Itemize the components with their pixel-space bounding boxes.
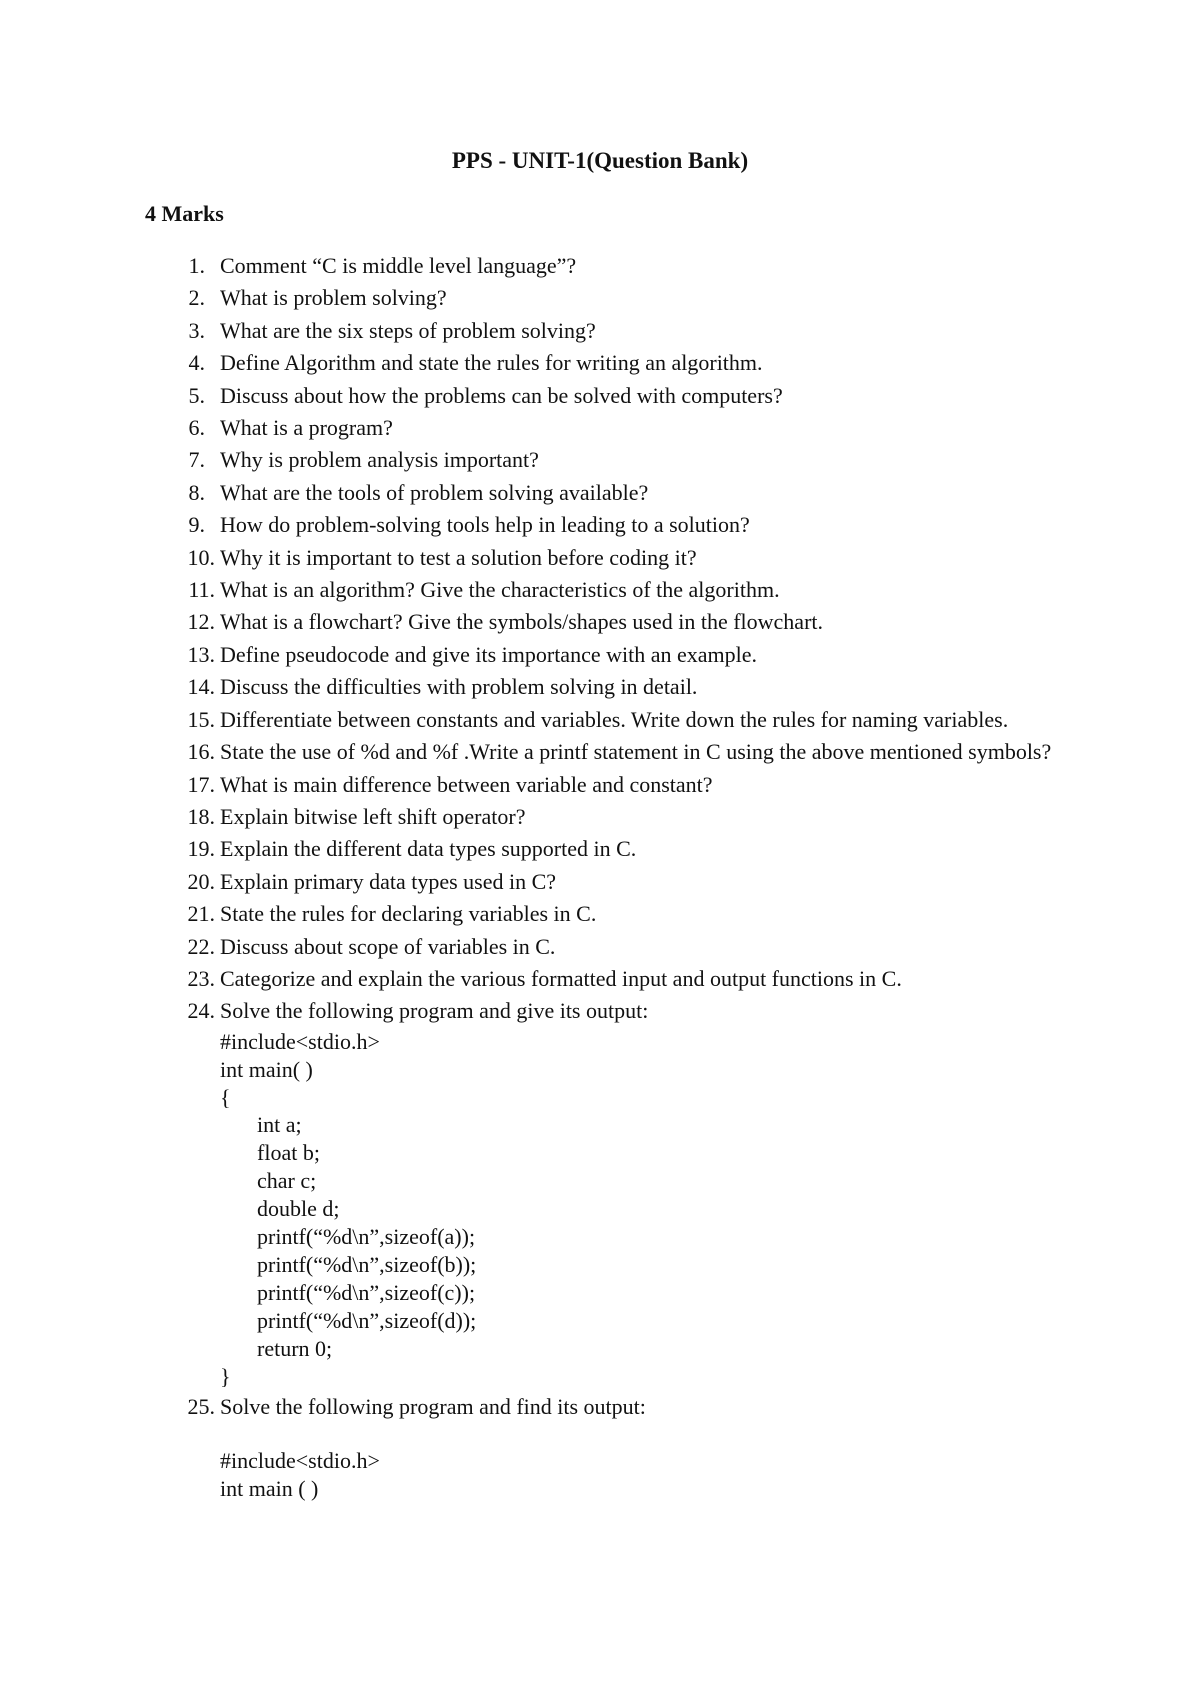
question-item — [0, 606, 1200, 638]
question-item — [0, 412, 1200, 444]
question-item — [0, 704, 1200, 736]
question-text: Explain bitwise left shift operator? — [220, 803, 526, 829]
code-line: int main ( ) — [220, 1475, 319, 1501]
question-item — [0, 671, 1200, 703]
question-number: 20. — [187, 868, 215, 894]
question-24-text: Solve the following program and give its output: — [220, 998, 649, 1024]
question-item — [0, 769, 1200, 801]
question-item — [0, 477, 1200, 509]
question-text: What are the tools of problem solving available? — [220, 479, 649, 505]
question-number: 17. — [187, 771, 215, 797]
question-number: 15. — [187, 706, 215, 732]
question-number: 12. — [187, 609, 215, 635]
code-line: float b; — [257, 1140, 320, 1166]
question-item — [0, 380, 1200, 412]
question-number: 4. — [188, 350, 205, 376]
question-number: 19. — [187, 836, 215, 862]
question-number: 6. — [188, 415, 205, 441]
question-text: Categorize and explain the various formatted input and output functions in C. — [220, 965, 902, 991]
question-text: What are the six steps of problem solving? — [220, 317, 596, 343]
question-item — [0, 444, 1200, 476]
question-text: Discuss about scope of variables in C. — [220, 933, 556, 959]
code-line: return 0; — [257, 1335, 333, 1361]
question-item — [0, 315, 1200, 347]
code-line: int main( ) — [220, 1056, 313, 1082]
question-number: 3. — [188, 317, 205, 343]
question-item — [0, 801, 1200, 833]
question-text: Define pseudocode and give its importance with an example. — [220, 641, 757, 667]
question-number: 8. — [188, 479, 205, 505]
question-item — [0, 639, 1200, 671]
question-text: State the rules for declaring variables in C. — [220, 901, 597, 927]
question-item — [0, 509, 1200, 541]
question-number: 1. — [188, 253, 205, 278]
question-number: 23. — [187, 965, 215, 991]
question-number: 18. — [187, 803, 215, 829]
question-text: Discuss the difficulties with problem solving in detail. — [220, 674, 698, 700]
question-number: 7. — [188, 447, 205, 473]
question-item — [0, 574, 1200, 606]
question-text: What is a flowchart? Give the symbols/shapes used in the flowchart. — [220, 609, 824, 635]
code-line: } — [220, 1363, 231, 1389]
code-line: printf(“%d\n”,sizeof(b)); — [257, 1252, 477, 1277]
code-line: int a; — [257, 1112, 302, 1138]
question-number: 11. — [188, 577, 215, 603]
question-item-25 — [0, 1391, 1200, 1503]
question-text: Why is problem analysis important? — [220, 447, 539, 473]
question-item — [0, 963, 1200, 995]
question-text: What is problem solving? — [220, 285, 447, 311]
question-text: Explain primary data types used in C? — [220, 868, 557, 894]
question-item — [0, 542, 1200, 574]
question-item — [0, 347, 1200, 379]
question-text: Comment “C is middle level language”? — [220, 253, 577, 278]
question-item — [0, 931, 1200, 963]
code-line: printf(“%d\n”,sizeof(d)); — [257, 1307, 477, 1333]
question-item — [0, 833, 1200, 865]
question-number: 21. — [187, 901, 215, 927]
question-item — [0, 866, 1200, 898]
question-number: 10. — [187, 544, 215, 570]
question-number: 5. — [188, 382, 205, 408]
code-block — [220, 1447, 1070, 1503]
question-text: Why it is important to test a solution before coding it? — [220, 544, 697, 570]
spacer — [220, 1423, 1070, 1447]
question-number: 24. — [187, 998, 215, 1024]
question-item — [0, 282, 1200, 314]
question-number: 9. — [188, 512, 205, 538]
code-line: { — [220, 1084, 231, 1110]
question-text: What is an algorithm? Give the characteristics of the algorithm. — [220, 577, 780, 603]
question-text — [220, 1391, 1070, 1503]
question-text — [220, 995, 1070, 1390]
question-text: Explain the different data types supported in C. — [220, 836, 637, 862]
question-number: 22. — [187, 933, 215, 959]
question-text: State the use of %d and %f .Write a printf statement in C using the above mentioned symbols? — [220, 739, 1052, 765]
code-line: double d; — [257, 1196, 340, 1222]
code-block — [220, 1028, 1070, 1391]
question-25-text: Solve the following program and find its output: — [220, 1393, 646, 1419]
question-number: 13. — [187, 641, 215, 667]
question-number: 14. — [187, 674, 215, 700]
question-text: Differentiate between constants and variables. Write down the rules for naming variables. — [220, 706, 1009, 732]
code-line: printf(“%d\n”,sizeof(a)); — [257, 1224, 476, 1250]
question-item — [0, 898, 1200, 930]
question-text: What is a program? — [220, 415, 393, 441]
question-list — [0, 250, 1200, 1503]
code-line: #include<stdio.h> — [220, 1447, 380, 1473]
question-text: How do problem-solving tools help in leading to a solution? — [220, 512, 750, 538]
question-number: 2. — [188, 285, 205, 311]
question-text: Discuss about how the problems can be solved with computers? — [220, 382, 783, 408]
page-title: PPS - UNIT-1(Question Bank) — [451, 148, 749, 173]
code-line: char c; — [257, 1168, 317, 1194]
question-number: 25. — [187, 1393, 215, 1419]
section-heading: 4 Marks — [145, 201, 224, 226]
question-item-24 — [0, 995, 1200, 1390]
question-item — [0, 736, 1200, 768]
question-item — [0, 250, 1200, 282]
question-text: Define Algorithm and state the rules for writing an algorithm. — [220, 350, 763, 376]
code-line: #include<stdio.h> — [220, 1028, 380, 1054]
question-text: What is main difference between variable and constant? — [220, 771, 713, 797]
code-line: printf(“%d\n”,sizeof(c)); — [257, 1279, 476, 1305]
question-number: 16. — [187, 739, 215, 765]
